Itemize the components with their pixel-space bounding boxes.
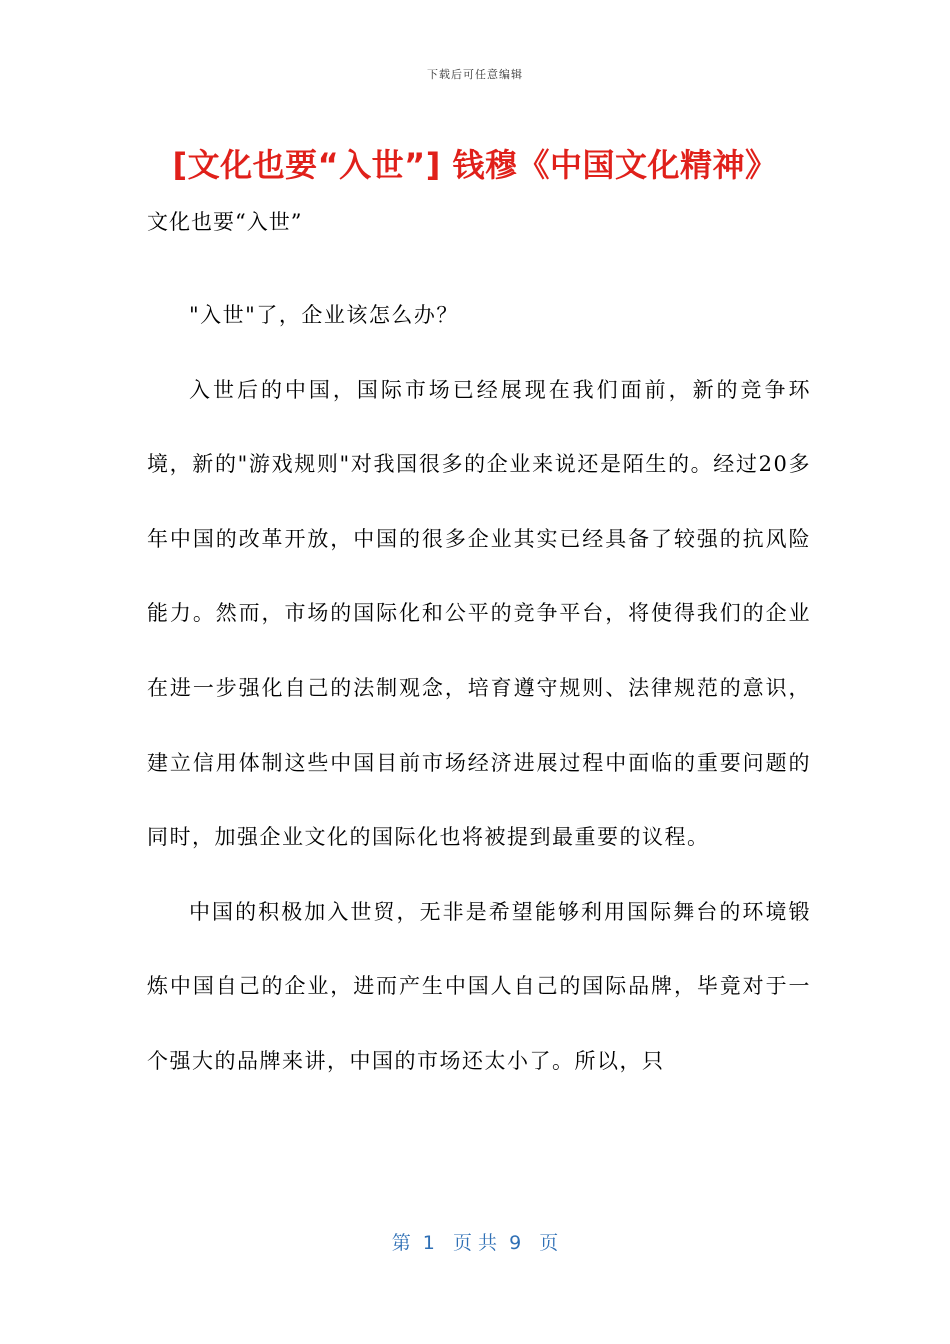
paragraph: 入世后的中国，国际市场已经展现在我们面前，新的竞争环境，新的"游戏规则"对我国很多的企业来说还是陌生的。经过20多年中国的改革开放，中国的很多企业其实已经具备了较强的抗风险能力。然而，市场的国际化和公平的竞争平台，将使得我们的企业在进一步强化自己的法制观念，培育遵守规则、法律规范的意识，建立信用体制这些中国目前市场经济进展过程中面临的重要问题的同时，加强企业文化的国际化也将被提到最重要的议程。 — [147, 377, 811, 850]
document-subtitle: 文化也要“入世” — [147, 210, 303, 234]
paragraph: "入世"了，企业该怎么办？ — [189, 303, 459, 327]
page-number-footer: 第 1 页 共 9 页 — [391, 1232, 559, 1254]
paragraph: 中国的积极加入世贸，无非是希望能够利用国际舞台的环境锻炼中国自己的企业，进而产生中国人自己的国际品牌，毕竟对于一个强大的品牌来讲，中国的市场还太小了。所以，只 — [147, 899, 811, 1073]
document-title: [文化也要“入世”] 钱穆《中国文化精神》 — [172, 146, 778, 184]
document-body — [147, 278, 811, 1099]
page-header-note: 下载后可任意编辑 — [427, 68, 523, 81]
